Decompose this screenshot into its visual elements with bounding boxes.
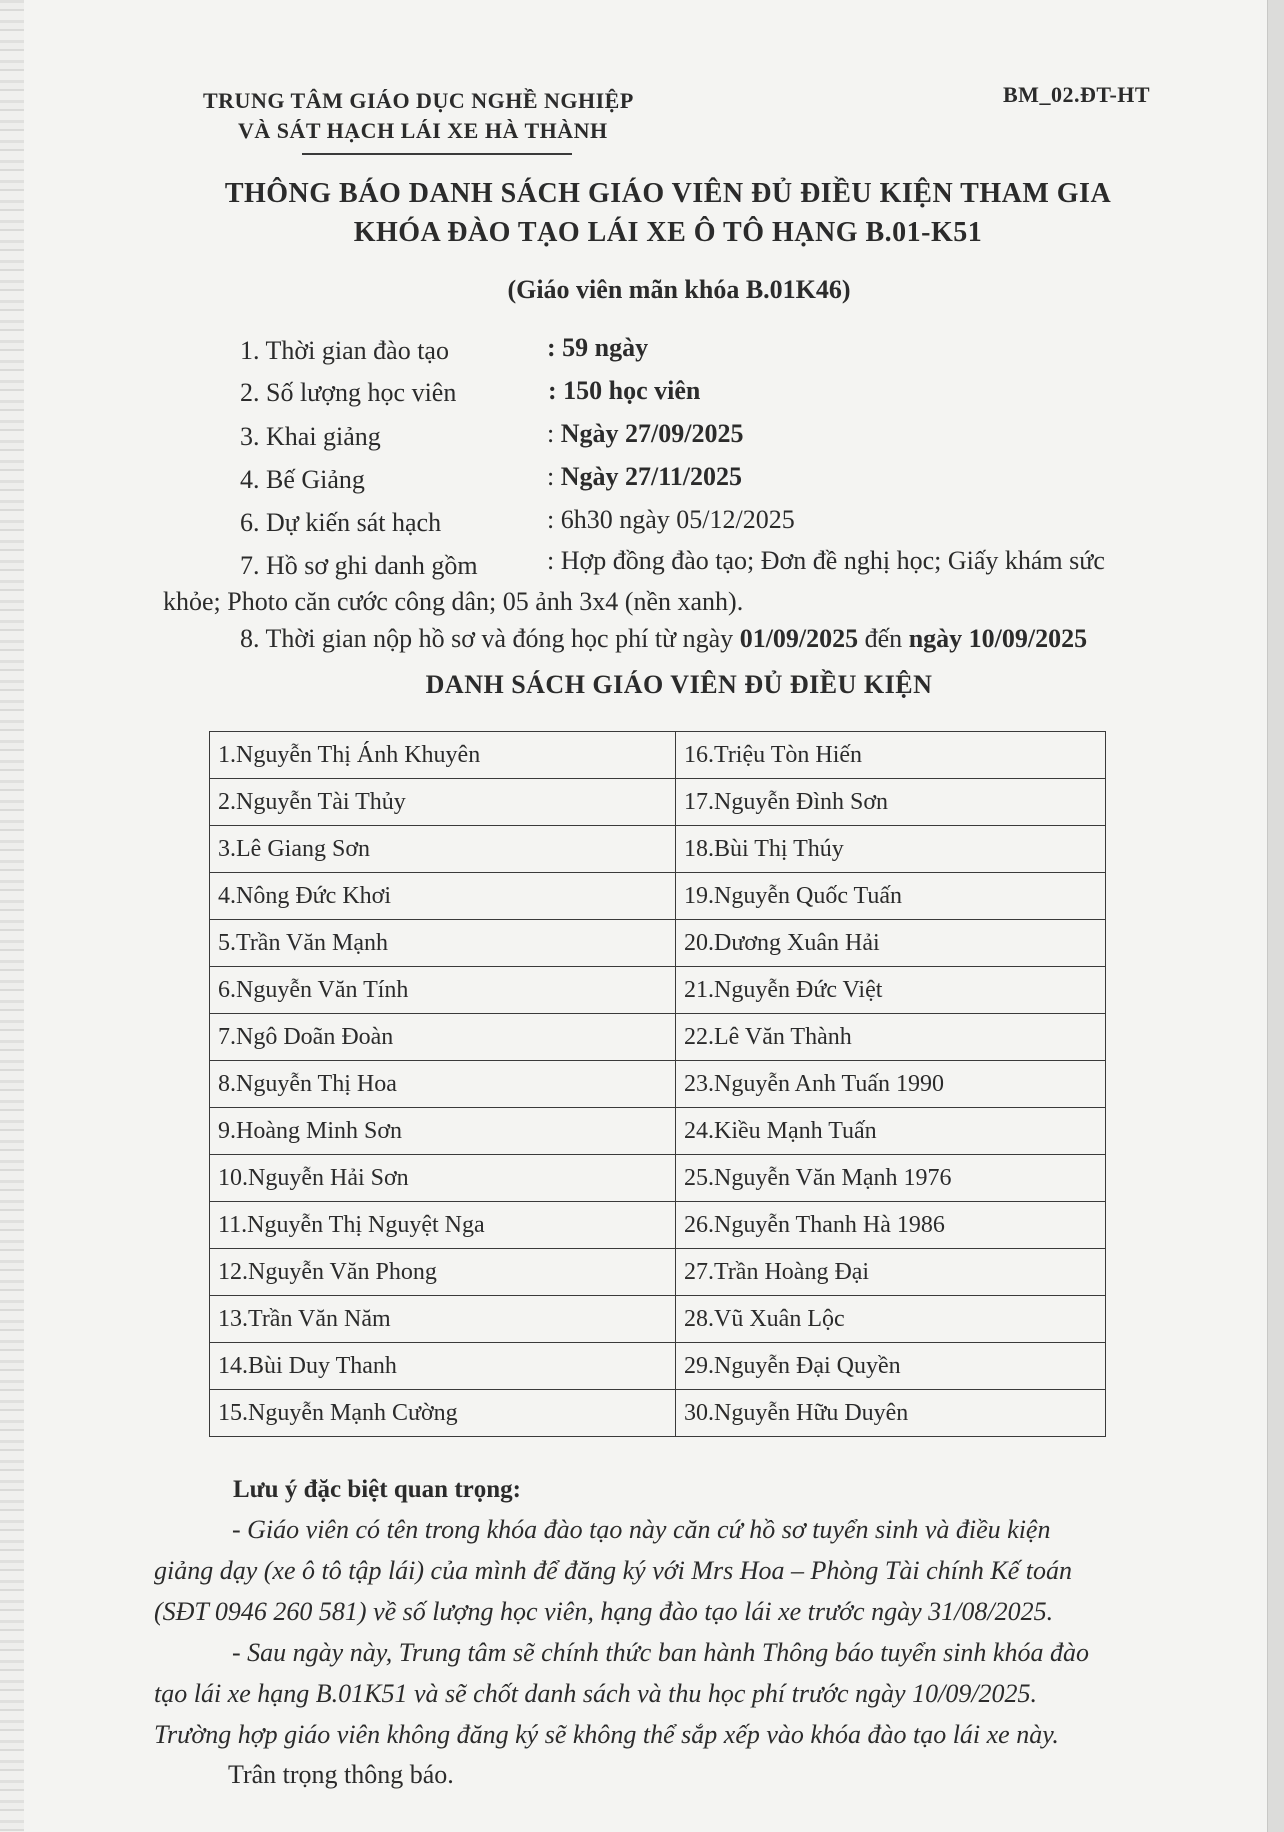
org-name-line2: VÀ SÁT HẠCH LÁI XE HÀ THÀNH (238, 118, 608, 143)
info-value-exam: : 6h30 ngày 05/12/2025 (547, 505, 795, 534)
info-label-exam: 6. Dự kiến sát hạch (240, 508, 442, 537)
table-row (210, 1014, 1106, 1061)
info-value-opening: : Ngày 27/09/2025 (547, 419, 744, 448)
note-p2-line2: tạo lái xe hạng B.01K51 và sẽ chốt danh sách và thu học phí trước ngày 10/09/2025. (154, 1679, 1038, 1708)
title-line2: KHÓA ĐÀO TẠO LÁI XE Ô TÔ HẠNG B.01-K51 (353, 217, 983, 248)
teacher-name-left: 10.Nguyễn Hải Sơn (210, 1155, 676, 1202)
table-row (210, 1155, 1106, 1202)
info-label-opening: 3. Khai giảng (240, 422, 381, 451)
info-value-student-count: : 150 học viên (548, 376, 701, 405)
teacher-name-right: 18.Bùi Thị Thúy (676, 826, 1106, 873)
note-heading: Lưu ý đặc biệt quan trọng: (233, 1476, 521, 1503)
note-p2-line1: - Sau ngày này, Trung tâm sẽ chính thức ban hành Thông báo tuyển sinh khóa đào (232, 1638, 1089, 1667)
info-label-closing: 4. Bế Giảng (240, 465, 365, 494)
teacher-name-right: 19.Nguyễn Quốc Tuấn (676, 873, 1106, 920)
teacher-list-heading: DANH SÁCH GIÁO VIÊN ĐỦ ĐIỀU KIỆN (425, 670, 933, 699)
table-row (210, 732, 1106, 779)
table-row (210, 873, 1106, 920)
teacher-name-left: 8.Nguyễn Thị Hoa (210, 1061, 676, 1108)
info-label-training-time: 1. Thời gian đào tạo (240, 336, 449, 365)
table-row (210, 1249, 1106, 1296)
teacher-name-right: 21.Nguyễn Đức Việt (676, 967, 1106, 1014)
org-name-line1: TRUNG TÂM GIÁO DỤC NGHỀ NGHIỆP (203, 88, 634, 113)
table-row (210, 1343, 1106, 1390)
note-p1-line3: (SĐT 0946 260 581) về số lượng học viên, hạng đào tạo lái xe trước ngày 31/08/2025. (154, 1597, 1054, 1626)
title-line1: THÔNG BÁO DANH SÁCH GIÁO VIÊN ĐỦ ĐIỀU KIỆN THAM GIA (224, 178, 1112, 209)
table-row (210, 1202, 1106, 1249)
teacher-name-right: 17.Nguyễn Đình Sơn (676, 779, 1106, 826)
teacher-name-right: 26.Nguyễn Thanh Hà 1986 (676, 1202, 1106, 1249)
table-row (210, 826, 1106, 873)
info-label-documents: 7. Hồ sơ ghi danh gồm (240, 551, 478, 580)
teacher-name-left: 12.Nguyễn Văn Phong (210, 1249, 676, 1296)
teacher-name-right: 23.Nguyễn Anh Tuấn 1990 (676, 1061, 1106, 1108)
info-value-training-time: : 59 ngày (547, 333, 649, 362)
teacher-name-right: 25.Nguyễn Văn Mạnh 1976 (676, 1155, 1106, 1202)
teacher-name-right: 22.Lê Văn Thành (676, 1014, 1106, 1061)
teacher-name-left: 1.Nguyễn Thị Ánh Khuyên (210, 732, 676, 779)
teacher-name-left: 4.Nông Đức Khơi (210, 873, 676, 920)
teacher-name-left: 11.Nguyễn Thị Nguyệt Nga (210, 1202, 676, 1249)
org-underline (302, 153, 572, 155)
teacher-name-right: 24.Kiều Mạnh Tuấn (676, 1108, 1106, 1155)
table-row (210, 1061, 1106, 1108)
teacher-name-right: 20.Dương Xuân Hải (676, 920, 1106, 967)
info-label-student-count: 2. Số lượng học viên (240, 378, 457, 407)
teacher-name-left: 14.Bùi Duy Thanh (210, 1343, 676, 1390)
teacher-name-left: 15.Nguyễn Mạnh Cường (210, 1390, 676, 1437)
teacher-name-right: 16.Triệu Tòn Hiến (676, 732, 1106, 779)
subtitle: (Giáo viên mãn khóa B.01K46) (507, 275, 851, 304)
teacher-name-left: 5.Trần Văn Mạnh (210, 920, 676, 967)
table-row (210, 1296, 1106, 1343)
teacher-name-left: 13.Trần Văn Năm (210, 1296, 676, 1343)
teacher-name-left: 7.Ngô Doãn Đoàn (210, 1014, 676, 1061)
submission-deadline: 8. Thời gian nộp hồ sơ và đóng học phí từ ngày 01/09/2025 đến ngày 10/09/2025 (240, 624, 1088, 653)
teacher-name-right: 27.Trần Hoàng Đại (676, 1249, 1106, 1296)
table-row (210, 967, 1106, 1014)
teacher-name-right: 29.Nguyễn Đại Quyền (676, 1343, 1106, 1390)
teacher-name-left: 2.Nguyễn Tài Thủy (210, 779, 676, 826)
table-row (210, 779, 1106, 826)
info-value-closing: : Ngày 27/11/2025 (547, 462, 743, 491)
form-code: BM_02.ĐT-HT (1003, 82, 1151, 107)
table-row (210, 1108, 1106, 1155)
teacher-table (209, 731, 1106, 1437)
teacher-name-right: 30.Nguyễn Hữu Duyên (676, 1390, 1106, 1437)
note-p2-line3: Trường hợp giáo viên không đăng ký sẽ không thể sắp xếp vào khóa đào tạo lái xe này. (154, 1720, 1059, 1749)
note-p1-line1: - Giáo viên có tên trong khóa đào tạo này căn cứ hồ sơ tuyển sinh và điều kiện (232, 1515, 1051, 1544)
teacher-name-left: 3.Lê Giang Sơn (210, 826, 676, 873)
teacher-name-right: 28.Vũ Xuân Lộc (676, 1296, 1106, 1343)
closing-line: Trân trọng thông báo. (228, 1760, 454, 1789)
teacher-name-left: 6.Nguyễn Văn Tính (210, 967, 676, 1014)
table-row (210, 1390, 1106, 1437)
table-row (210, 920, 1106, 967)
note-p1-line2: giảng dạy (xe ô tô tập lái) của mình để đăng ký với Mrs Hoa – Phòng Tài chính Kế toán (154, 1556, 1072, 1585)
info-documents-continuation: khỏe; Photo căn cước công dân; 05 ảnh 3x4 (nền xanh). (163, 587, 744, 616)
teacher-name-left: 9.Hoàng Minh Sơn (210, 1108, 676, 1155)
info-value-documents: : Hợp đồng đào tạo; Đơn đề nghị học; Giấy khám sức (547, 546, 1105, 575)
